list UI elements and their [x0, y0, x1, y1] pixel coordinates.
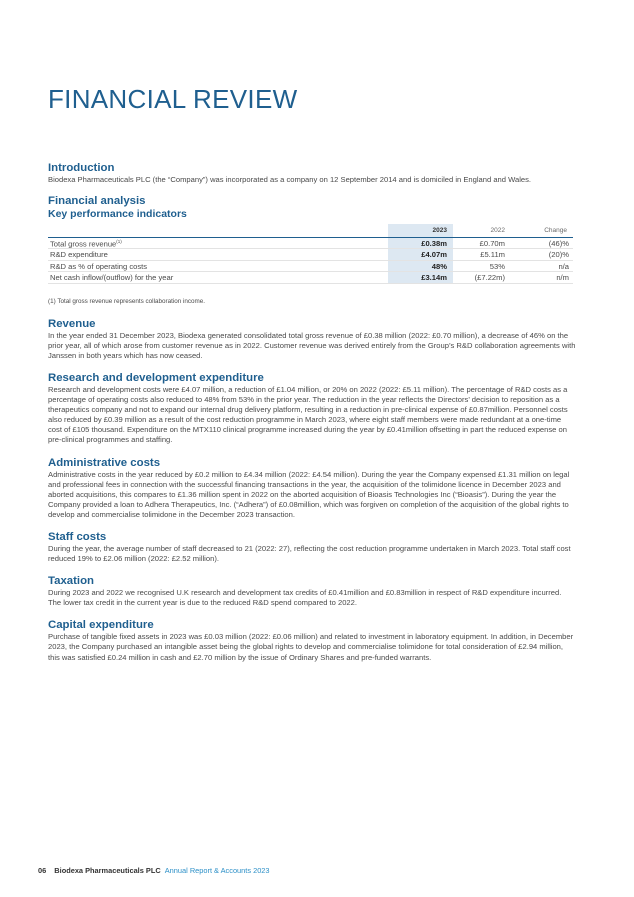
kpi-subheading: Key performance indicators [48, 208, 187, 221]
section-text: During 2023 and 2022 we recognised U.K research and development tax credits of £0.41million and £0.83million in respect of R&D expenditure incurred. The lower tax credit in the current year is due to the reduced R&D spend compared to 2022. [48, 588, 562, 608]
footer-company: Biodexa Pharmaceuticals PLC [54, 866, 161, 875]
section-text: In the year ended 31 December 2023, Biodexa generated consolidated total gross revenue of £0.38 million (2022: £0.70 million), a decrease of 46% on the prior year, all of which arose from customer revenue as in 2022. Customer revenue was derived entirely from the Group’s R&D collaboration agreements with Janssen in both years which has now ceased. [48, 330, 576, 360]
kpi-header-row [48, 224, 573, 238]
kpi-value-change: (20)% [511, 249, 573, 260]
section-heading: Administrative costs [48, 456, 161, 469]
kpi-row-label: Net cash inflow/(outflow) for the year [48, 272, 388, 283]
capital-expenditure-section [48, 619, 576, 662]
table-row [48, 272, 573, 283]
section-text: Administrative costs in the year reduced by £0.2 million to £4.34 million (2022: £4.54 million). During the year the Company expensed £1.31 million on legal and professional fees in connection with the successful financing transactions in the year, the acquisition of the tolimidone licence in December 2023 and aborted acquisitions, this compares to £1.36 million spent in 2022 on the aborted acquisition of Bioasis Technologies Inc (“Bioasis”). During the year the Company provided a loan to Adhera Therapeutics, Inc. (“Adhera”) of £0.08million, which was forgiven on completion of the acquisition of the global rights to develop and commercialise tolimidone in the December 2023 transaction. [48, 469, 570, 519]
kpi-header-2023: 2023 [388, 224, 453, 238]
section-text: Research and development costs were £4.07 million, a reduction of £1.04 million, or 20% on 2022 (2022: £5.11 million). The percentage of R&D costs as a percentage of operating costs also reduced to 48% from 53% in the prior year. The reduction in the year reflects the Directors’ decision to reposition as a therapeutics company and not to expand our internal drug delivery platform, resulting in a reduction in pre-clinical expense of £0.87million. Personnel costs also reduced by £0.39 million as a result of the cost reduction programme in March 2023, where eight staff members were made redundant at a one-time cost of £105 thousand. Expenditure on the MTX110 clinical programme increased during the year by £0.41million offsetting in part the reduced expense on pre-clinical programmes and staffing. [48, 384, 568, 445]
rd-expenditure-section [48, 372, 576, 446]
kpi-value-2022: £0.70m [453, 238, 511, 249]
section-heading: Capital expenditure [48, 619, 154, 632]
kpi-table [48, 224, 573, 284]
revenue-section [48, 318, 576, 361]
section-heading: Research and development expenditure [48, 371, 264, 384]
intro-heading: Introduction [48, 162, 115, 174]
kpi-value-2022: 53% [453, 260, 511, 271]
kpi-header-label [48, 224, 388, 238]
table-row [48, 260, 573, 271]
section-text: During the year, the average number of staff decreased to 21 (2022: 27), reflecting the cost reduction programme undertaken in March 2023. Total staff cost reduced 19% to £2.06 million (2022: £2.52 million). [48, 543, 571, 564]
kpi-value-2023: £0.38m [388, 238, 453, 249]
table-row [48, 249, 573, 260]
kpi-value-change: n/m [511, 272, 573, 283]
kpi-value-2023: £4.07m [388, 249, 453, 260]
kpi-value-2022: £5.11m [453, 249, 511, 260]
kpi-row-label: R&D as % of operating costs [48, 260, 388, 271]
section-heading: Staff costs [48, 530, 107, 543]
section-heading: Revenue [48, 317, 96, 330]
financial-analysis-heading: Financial analysis [48, 195, 146, 208]
staff-costs-section [48, 531, 576, 564]
kpi-value-2023: 48% [388, 260, 453, 271]
kpi-header-change: Change [511, 224, 573, 238]
administrative-costs-section [48, 457, 576, 520]
page-number: 06 [38, 866, 47, 875]
kpi-row-label: Total gross revenue$^{(1)}$ [48, 238, 388, 249]
section-text: Purchase of tangible fixed assets in 2023 was £0.03 million (2022: £0.06 million) and related to investment in laboratory equipment. In addition, in December 2023, the Company purchased an intangible asset being the global rights to develop and commercialise tolimidone for total consideration of £2.94 million, this was satisfied £0.24 million in cash and £2.70 million by the issue of Ordinary Shares and pre-funded warrants. [48, 632, 574, 662]
page-footer [38, 866, 270, 875]
kpi-value-2023: £3.14m [388, 272, 453, 283]
kpi-row-label: R&D expenditure [48, 249, 388, 260]
page-title: FINANCIAL REVIEW [48, 84, 298, 114]
taxation-section [48, 575, 576, 608]
kpi-value-change: (46)% [511, 238, 573, 249]
footer-report-title: Annual Report & Accounts 2023 [164, 866, 270, 875]
table-row [48, 238, 573, 249]
kpi-value-change: n/a [511, 260, 573, 271]
financial-analysis-section [48, 195, 576, 305]
financial-review-content [48, 162, 576, 674]
footnote-ref: (1) [116, 238, 122, 244]
intro-text: Biodexa Pharmaceuticals PLC (the “Company”) was incorporated as a company on 12 September 2014 and is domiciled in England and Wales. [48, 175, 532, 184]
intro-section [48, 162, 576, 185]
kpi-footnote: (1) Total gross revenue represents collaboration income. [48, 297, 206, 305]
kpi-value-2022: (£7.22m) [453, 272, 511, 283]
kpi-header-2022: 2022 [453, 224, 511, 238]
section-heading: Taxation [48, 575, 94, 588]
